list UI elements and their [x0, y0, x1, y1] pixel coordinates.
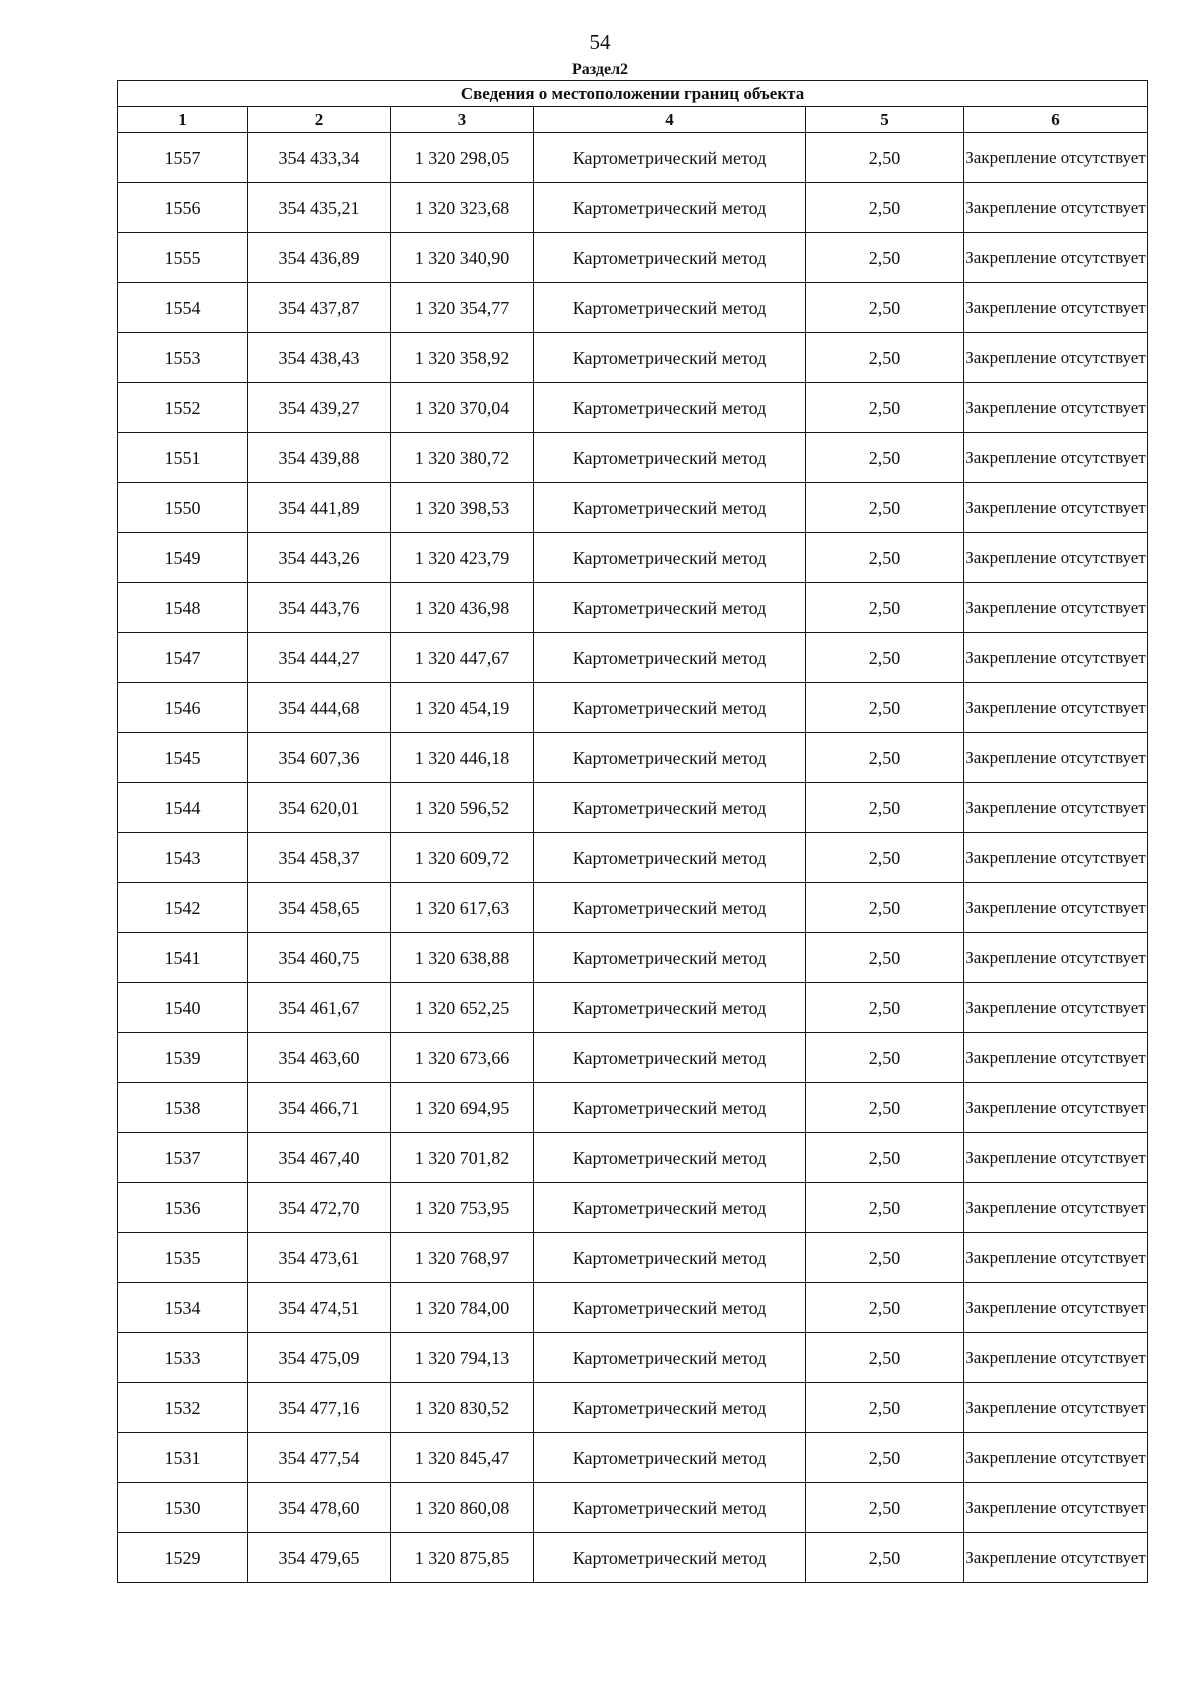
method-cell: Картометрический метод	[534, 1533, 806, 1583]
method-cell: Картометрический метод	[534, 1433, 806, 1483]
y-coordinate-cell: 1 320 358,92	[391, 333, 534, 383]
point-number-cell: 1553	[118, 333, 248, 383]
table-row	[118, 1333, 1148, 1383]
y-coordinate-cell: 1 320 875,85	[391, 1533, 534, 1583]
point-number-cell: 1551	[118, 433, 248, 483]
marking-cell: Закрепление отсутствует	[964, 483, 1148, 533]
x-coordinate-cell: 354 477,54	[248, 1433, 391, 1483]
point-number-cell: 1533	[118, 1333, 248, 1383]
table-row	[118, 683, 1148, 733]
column-header: 4	[534, 107, 806, 133]
method-cell: Картометрический метод	[534, 533, 806, 583]
marking-cell: Закрепление отсутствует	[964, 883, 1148, 933]
y-coordinate-cell: 1 320 845,47	[391, 1433, 534, 1483]
accuracy-cell: 2,50	[806, 1083, 964, 1133]
page-number: 54	[589, 30, 611, 54]
table-row	[118, 1483, 1148, 1533]
y-coordinate-cell: 1 320 638,88	[391, 933, 534, 983]
point-number-cell: 1548	[118, 583, 248, 633]
method-cell: Картометрический метод	[534, 1233, 806, 1283]
y-coordinate-cell: 1 320 323,68	[391, 183, 534, 233]
method-cell: Картометрический метод	[534, 633, 806, 683]
method-cell: Картометрический метод	[534, 1083, 806, 1133]
x-coordinate-cell: 354 435,21	[248, 183, 391, 233]
method-cell: Картометрический метод	[534, 433, 806, 483]
y-coordinate-cell: 1 320 370,04	[391, 383, 534, 433]
y-coordinate-cell: 1 320 701,82	[391, 1133, 534, 1183]
table-row	[118, 933, 1148, 983]
x-coordinate-cell: 354 444,68	[248, 683, 391, 733]
point-number-cell: 1530	[118, 1483, 248, 1533]
point-number-cell: 1549	[118, 533, 248, 583]
x-coordinate-cell: 354 474,51	[248, 1283, 391, 1333]
accuracy-cell: 2,50	[806, 483, 964, 533]
marking-cell: Закрепление отсутствует	[964, 383, 1148, 433]
method-cell: Картометрический метод	[534, 183, 806, 233]
method-cell: Картометрический метод	[534, 1283, 806, 1333]
accuracy-cell: 2,50	[806, 433, 964, 483]
point-number-cell: 1541	[118, 933, 248, 983]
table-row	[118, 1233, 1148, 1283]
marking-cell: Закрепление отсутствует	[964, 1083, 1148, 1133]
table-row	[118, 1533, 1148, 1583]
accuracy-cell: 2,50	[806, 1483, 964, 1533]
marking-cell: Закрепление отсутствует	[964, 533, 1148, 583]
table-row	[118, 1383, 1148, 1433]
table-row	[118, 1033, 1148, 1083]
y-coordinate-cell: 1 320 768,97	[391, 1233, 534, 1283]
x-coordinate-cell: 354 620,01	[248, 783, 391, 833]
column-header: 6	[964, 107, 1148, 133]
table-row	[118, 1183, 1148, 1233]
marking-cell: Закрепление отсутствует	[964, 1183, 1148, 1233]
method-cell: Картометрический метод	[534, 833, 806, 883]
point-number-cell: 1529	[118, 1533, 248, 1583]
table-row	[118, 833, 1148, 883]
marking-cell: Закрепление отсутствует	[964, 783, 1148, 833]
marking-cell: Закрепление отсутствует	[964, 183, 1148, 233]
x-coordinate-cell: 354 437,87	[248, 283, 391, 333]
marking-cell: Закрепление отсутствует	[964, 983, 1148, 1033]
accuracy-cell: 2,50	[806, 583, 964, 633]
y-coordinate-cell: 1 320 652,25	[391, 983, 534, 1033]
point-number-cell: 1555	[118, 233, 248, 283]
point-number-cell: 1537	[118, 1133, 248, 1183]
point-number-cell: 1542	[118, 883, 248, 933]
y-coordinate-cell: 1 320 446,18	[391, 733, 534, 783]
table-row	[118, 633, 1148, 683]
method-cell: Картометрический метод	[534, 983, 806, 1033]
y-coordinate-cell: 1 320 398,53	[391, 483, 534, 533]
column-header: 5	[806, 107, 964, 133]
column-header: 3	[391, 107, 534, 133]
point-number-cell: 1544	[118, 783, 248, 833]
accuracy-cell: 2,50	[806, 733, 964, 783]
table-row	[118, 233, 1148, 283]
x-coordinate-cell: 354 443,26	[248, 533, 391, 583]
y-coordinate-cell: 1 320 784,00	[391, 1283, 534, 1333]
method-cell: Картометрический метод	[534, 1183, 806, 1233]
table-row	[118, 333, 1148, 383]
y-coordinate-cell: 1 320 380,72	[391, 433, 534, 483]
table-row	[118, 733, 1148, 783]
table-row	[118, 1083, 1148, 1133]
table-row	[118, 483, 1148, 533]
point-number-cell: 1554	[118, 283, 248, 333]
point-number-cell: 1545	[118, 733, 248, 783]
marking-cell: Закрепление отсутствует	[964, 1133, 1148, 1183]
accuracy-cell: 2,50	[806, 1333, 964, 1383]
table-body	[118, 133, 1148, 1583]
y-coordinate-cell: 1 320 673,66	[391, 1033, 534, 1083]
y-coordinate-cell: 1 320 609,72	[391, 833, 534, 883]
table-row	[118, 883, 1148, 933]
column-header: 2	[248, 107, 391, 133]
x-coordinate-cell: 354 436,89	[248, 233, 391, 283]
point-number-cell: 1547	[118, 633, 248, 683]
y-coordinate-cell: 1 320 340,90	[391, 233, 534, 283]
accuracy-cell: 2,50	[806, 833, 964, 883]
accuracy-cell: 2,50	[806, 783, 964, 833]
y-coordinate-cell: 1 320 596,52	[391, 783, 534, 833]
x-coordinate-cell: 354 461,67	[248, 983, 391, 1033]
table-row	[118, 1283, 1148, 1333]
method-cell: Картометрический метод	[534, 1033, 806, 1083]
y-coordinate-cell: 1 320 298,05	[391, 133, 534, 183]
method-cell: Картометрический метод	[534, 583, 806, 633]
accuracy-cell: 2,50	[806, 1283, 964, 1333]
point-number-cell: 1543	[118, 833, 248, 883]
accuracy-cell: 2,50	[806, 533, 964, 583]
marking-cell: Закрепление отсутствует	[964, 1433, 1148, 1483]
x-coordinate-cell: 354 433,34	[248, 133, 391, 183]
table-row	[118, 983, 1148, 1033]
y-coordinate-cell: 1 320 454,19	[391, 683, 534, 733]
x-coordinate-cell: 354 458,65	[248, 883, 391, 933]
y-coordinate-cell: 1 320 794,13	[391, 1333, 534, 1383]
table-row	[118, 283, 1148, 333]
method-cell: Картометрический метод	[534, 733, 806, 783]
y-coordinate-cell: 1 320 694,95	[391, 1083, 534, 1133]
table-row	[118, 383, 1148, 433]
table-row	[118, 1433, 1148, 1483]
marking-cell: Закрепление отсутствует	[964, 1383, 1148, 1433]
accuracy-cell: 2,50	[806, 1233, 964, 1283]
x-coordinate-cell: 354 443,76	[248, 583, 391, 633]
marking-cell: Закрепление отсутствует	[964, 233, 1148, 283]
method-cell: Картометрический метод	[534, 933, 806, 983]
y-coordinate-cell: 1 320 617,63	[391, 883, 534, 933]
method-cell: Картометрический метод	[534, 783, 806, 833]
point-number-cell: 1546	[118, 683, 248, 733]
table-row	[118, 433, 1148, 483]
boundary-coordinates-table	[117, 80, 1148, 1583]
marking-cell: Закрепление отсутствует	[964, 633, 1148, 683]
marking-cell: Закрепление отсутствует	[964, 283, 1148, 333]
x-coordinate-cell: 354 607,36	[248, 733, 391, 783]
accuracy-cell: 2,50	[806, 1383, 964, 1433]
accuracy-cell: 2,50	[806, 333, 964, 383]
marking-cell: Закрепление отсутствует	[964, 1283, 1148, 1333]
marking-cell: Закрепление отсутствует	[964, 733, 1148, 783]
method-cell: Картометрический метод	[534, 1133, 806, 1183]
x-coordinate-cell: 354 479,65	[248, 1533, 391, 1583]
table-row	[118, 533, 1148, 583]
method-cell: Картометрический метод	[534, 383, 806, 433]
accuracy-cell: 2,50	[806, 133, 964, 183]
table-row	[118, 183, 1148, 233]
marking-cell: Закрепление отсутствует	[964, 1333, 1148, 1383]
method-cell: Картометрический метод	[534, 1333, 806, 1383]
accuracy-cell: 2,50	[806, 383, 964, 433]
accuracy-cell: 2,50	[806, 1033, 964, 1083]
marking-cell: Закрепление отсутствует	[964, 933, 1148, 983]
x-coordinate-cell: 354 472,70	[248, 1183, 391, 1233]
x-coordinate-cell: 354 475,09	[248, 1333, 391, 1383]
method-cell: Картометрический метод	[534, 283, 806, 333]
point-number-cell: 1536	[118, 1183, 248, 1233]
method-cell: Картометрический метод	[534, 133, 806, 183]
point-number-cell: 1532	[118, 1383, 248, 1433]
y-coordinate-cell: 1 320 830,52	[391, 1383, 534, 1433]
x-coordinate-cell: 354 458,37	[248, 833, 391, 883]
accuracy-cell: 2,50	[806, 633, 964, 683]
column-header: 1	[118, 107, 248, 133]
marking-cell: Закрепление отсутствует	[964, 1233, 1148, 1283]
marking-cell: Закрепление отсутствует	[964, 433, 1148, 483]
section-title: Раздел2	[571, 61, 629, 78]
x-coordinate-cell: 354 477,16	[248, 1383, 391, 1433]
marking-cell: Закрепление отсутствует	[964, 1033, 1148, 1083]
point-number-cell: 1557	[118, 133, 248, 183]
x-coordinate-cell: 354 473,61	[248, 1233, 391, 1283]
point-number-cell: 1539	[118, 1033, 248, 1083]
x-coordinate-cell: 354 441,89	[248, 483, 391, 533]
marking-cell: Закрепление отсутствует	[964, 833, 1148, 883]
accuracy-cell: 2,50	[806, 983, 964, 1033]
method-cell: Картометрический метод	[534, 683, 806, 733]
accuracy-cell: 2,50	[806, 883, 964, 933]
point-number-cell: 1550	[118, 483, 248, 533]
point-number-cell: 1538	[118, 1083, 248, 1133]
marking-cell: Закрепление отсутствует	[964, 1483, 1148, 1533]
table-row	[118, 583, 1148, 633]
point-number-cell: 1535	[118, 1233, 248, 1283]
marking-cell: Закрепление отсутствует	[964, 133, 1148, 183]
x-coordinate-cell: 354 444,27	[248, 633, 391, 683]
column-header-row	[118, 107, 1148, 133]
method-cell: Картометрический метод	[534, 233, 806, 283]
x-coordinate-cell: 354 467,40	[248, 1133, 391, 1183]
x-coordinate-cell: 354 478,60	[248, 1483, 391, 1533]
accuracy-cell: 2,50	[806, 233, 964, 283]
x-coordinate-cell: 354 460,75	[248, 933, 391, 983]
accuracy-cell: 2,50	[806, 1533, 964, 1583]
accuracy-cell: 2,50	[806, 933, 964, 983]
y-coordinate-cell: 1 320 354,77	[391, 283, 534, 333]
marking-cell: Закрепление отсутствует	[964, 333, 1148, 383]
accuracy-cell: 2,50	[806, 183, 964, 233]
y-coordinate-cell: 1 320 447,67	[391, 633, 534, 683]
x-coordinate-cell: 354 439,27	[248, 383, 391, 433]
method-cell: Картометрический метод	[534, 483, 806, 533]
x-coordinate-cell: 354 438,43	[248, 333, 391, 383]
method-cell: Картометрический метод	[534, 1483, 806, 1533]
accuracy-cell: 2,50	[806, 283, 964, 333]
y-coordinate-cell: 1 320 436,98	[391, 583, 534, 633]
table-row	[118, 783, 1148, 833]
table-row	[118, 1133, 1148, 1183]
accuracy-cell: 2,50	[806, 683, 964, 733]
point-number-cell: 1556	[118, 183, 248, 233]
method-cell: Картометрический метод	[534, 1383, 806, 1433]
marking-cell: Закрепление отсутствует	[964, 683, 1148, 733]
y-coordinate-cell: 1 320 753,95	[391, 1183, 534, 1233]
marking-cell: Закрепление отсутствует	[964, 1533, 1148, 1583]
point-number-cell: 1540	[118, 983, 248, 1033]
point-number-cell: 1552	[118, 383, 248, 433]
x-coordinate-cell: 354 439,88	[248, 433, 391, 483]
x-coordinate-cell: 354 463,60	[248, 1033, 391, 1083]
method-cell: Картометрический метод	[534, 333, 806, 383]
y-coordinate-cell: 1 320 423,79	[391, 533, 534, 583]
accuracy-cell: 2,50	[806, 1433, 964, 1483]
table-caption: Сведения о местоположении границ объекта	[118, 81, 1148, 107]
method-cell: Картометрический метод	[534, 883, 806, 933]
accuracy-cell: 2,50	[806, 1183, 964, 1233]
accuracy-cell: 2,50	[806, 1133, 964, 1183]
point-number-cell: 1531	[118, 1433, 248, 1483]
table-row	[118, 133, 1148, 183]
y-coordinate-cell: 1 320 860,08	[391, 1483, 534, 1533]
marking-cell: Закрепление отсутствует	[964, 583, 1148, 633]
x-coordinate-cell: 354 466,71	[248, 1083, 391, 1133]
point-number-cell: 1534	[118, 1283, 248, 1333]
